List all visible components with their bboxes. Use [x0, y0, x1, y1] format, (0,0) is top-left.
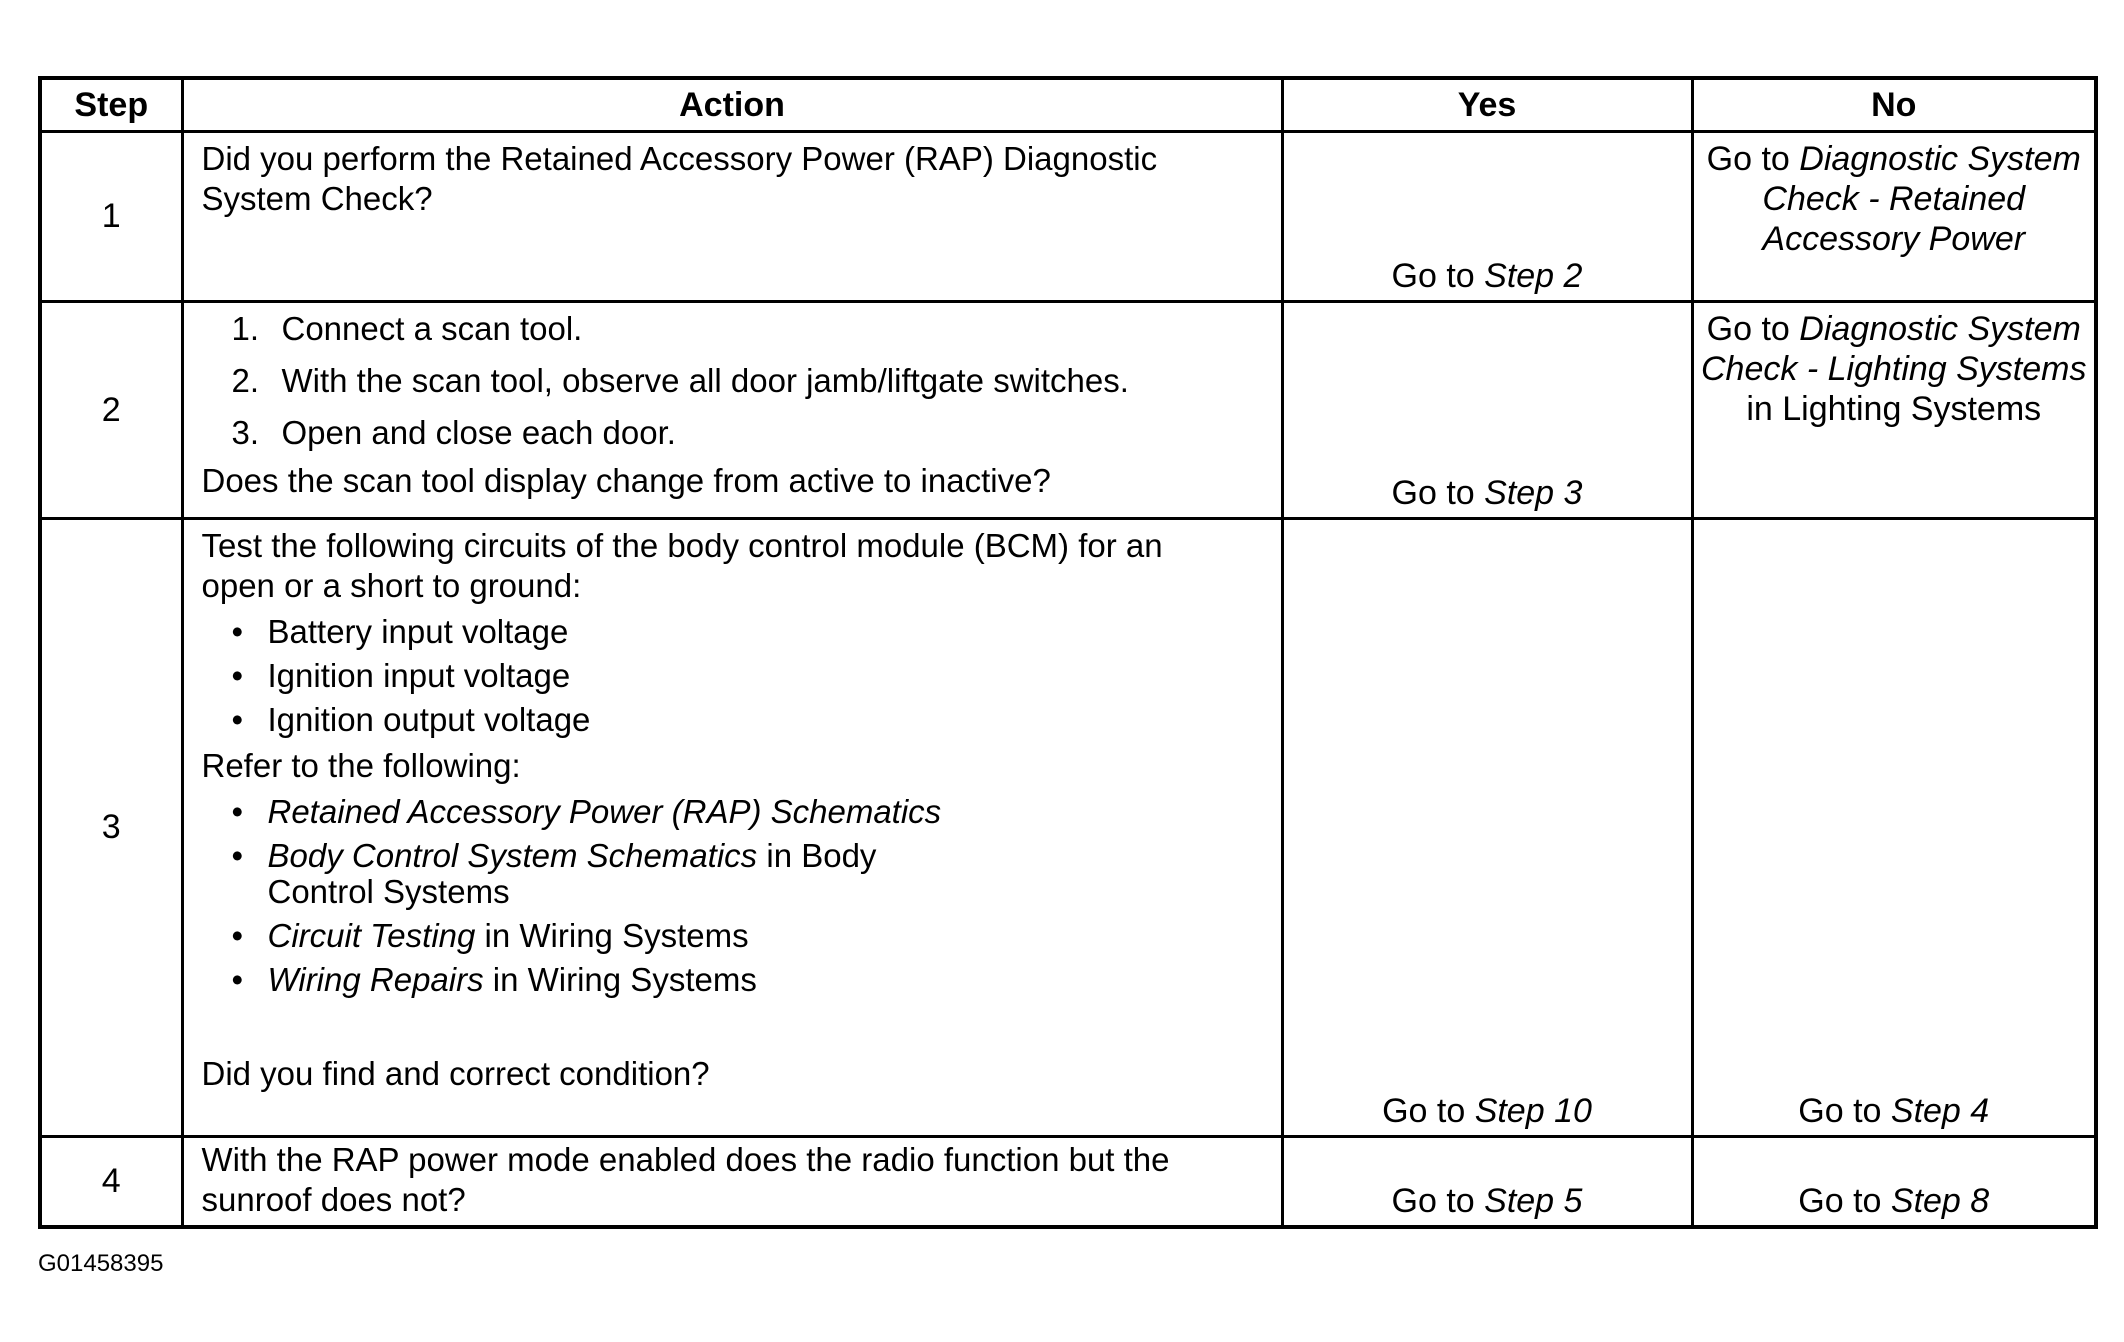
- yes-cell: [1282, 519, 1692, 1137]
- item-number: 3.: [231, 414, 260, 452]
- yes-link[interactable]: Step 3: [1484, 474, 1583, 513]
- yes-prefix: Go to: [1391, 1182, 1485, 1220]
- reference-suffix: in Wiring Systems: [475, 917, 749, 955]
- action-text: With the RAP power mode enabled does the radio function but the sunroof does not?: [201, 1141, 1170, 1219]
- header-step: Step: [40, 78, 182, 132]
- list-item: • Circuit Testing in Wiring Systems: [231, 917, 749, 955]
- reference-link[interactable]: Circuit Testing: [267, 917, 476, 955]
- table-row-step-2: [40, 302, 2096, 519]
- list-item: • Battery input voltage: [231, 613, 569, 651]
- step-number: 2: [40, 302, 182, 519]
- action-intro: Test the following circuits of the body control module (BCM) for an open or a short to ground:: [201, 527, 1163, 605]
- table-row-step-3: [40, 519, 2096, 1137]
- no-cell: [1692, 1137, 2096, 1227]
- numbered-actions: [202, 303, 1263, 459]
- no-link[interactable]: Diagnostic System Check - Lighting Systems: [1701, 310, 2087, 389]
- action-cell: [182, 1137, 1282, 1227]
- no-prefix: Go to: [1798, 1182, 1891, 1220]
- table-row-step-1: [40, 132, 2096, 302]
- no-cell: [1692, 302, 2096, 519]
- action-cell: [182, 132, 1282, 302]
- item-number: 1.: [231, 310, 260, 348]
- yes-link[interactable]: Step 10: [1474, 1092, 1592, 1131]
- no-cell: [1692, 132, 2096, 302]
- item-text: Connect a scan tool.: [281, 310, 583, 348]
- step-number: 4: [40, 1137, 182, 1227]
- reference-link[interactable]: Body Control System Schematics: [267, 837, 758, 875]
- no-link[interactable]: Diagnostic System Check - Retained Accessory Power: [1762, 140, 2081, 258]
- header-no: No: [1692, 78, 2096, 132]
- header-action: Action: [182, 78, 1282, 132]
- reference-link[interactable]: Wiring Repairs: [267, 961, 484, 999]
- reference-list: [202, 794, 1263, 998]
- list-item: • Ignition input voltage: [231, 657, 571, 695]
- no-cell: [1692, 519, 2096, 1137]
- yes-prefix: Go to: [1391, 257, 1485, 296]
- figure-code: G01458395: [38, 1250, 164, 1277]
- yes-cell: [1282, 302, 1692, 519]
- item-text: Ignition input voltage: [267, 657, 571, 695]
- list-item: • Wiring Repairs in Wiring Systems: [231, 961, 757, 999]
- item-text: With the scan tool, observe all door jamb/liftgate switches.: [281, 362, 1129, 400]
- yes-prefix: Go to: [1391, 474, 1485, 513]
- no-prefix: Go to: [1798, 1092, 1891, 1131]
- item-text: Ignition output voltage: [267, 701, 591, 739]
- list-item: • Body Control System Schematics in Body Control Systems: [231, 837, 877, 911]
- circuit-list: [202, 614, 1263, 738]
- action-cell: [182, 302, 1282, 519]
- action-question: Does the scan tool display change from active to inactive?: [201, 462, 1051, 500]
- yes-link[interactable]: Step 2: [1484, 257, 1583, 296]
- item-text: Open and close each door.: [281, 414, 676, 452]
- header-yes: Yes: [1282, 78, 1692, 132]
- no-link[interactable]: Step 4: [1890, 1092, 1990, 1131]
- yes-cell: [1282, 1137, 1692, 1227]
- table-row-step-4: [40, 1137, 2096, 1227]
- list-item: [202, 407, 1263, 459]
- list-item: • Ignition output voltage: [231, 701, 591, 739]
- action-cell: [182, 519, 1282, 1137]
- reference-suffix: in Wiring Systems: [483, 961, 757, 999]
- no-prefix: Go to: [1706, 140, 1800, 178]
- step-number: 3: [40, 519, 182, 1137]
- diagnostic-table: [38, 76, 2098, 1229]
- list-item: • Retained Accessory Power (RAP) Schematics: [231, 793, 942, 831]
- yes-link[interactable]: Step 5: [1484, 1182, 1583, 1220]
- header-row: [40, 78, 2096, 132]
- yes-prefix: Go to: [1382, 1092, 1475, 1131]
- step-number: 1: [40, 132, 182, 302]
- action-text: Did you perform the Retained Accessory Power (RAP) Diagnostic System Check?: [201, 140, 1158, 217]
- item-text: Battery input voltage: [267, 613, 569, 651]
- item-number: 2.: [231, 362, 260, 400]
- yes-cell: [1282, 132, 1692, 302]
- list-item: [202, 355, 1263, 407]
- action-question: Did you find and correct condition?: [201, 1055, 710, 1093]
- no-prefix: Go to: [1706, 310, 1800, 349]
- refer-label: Refer to the following:: [201, 747, 521, 785]
- list-item: [202, 303, 1263, 355]
- reference-link[interactable]: Retained Accessory Power (RAP) Schematics: [267, 793, 942, 831]
- no-suffix: in Lighting Systems: [1746, 390, 2042, 429]
- reference-suffix: in Body Control Systems: [267, 837, 877, 911]
- no-link[interactable]: Step 8: [1890, 1182, 1990, 1220]
